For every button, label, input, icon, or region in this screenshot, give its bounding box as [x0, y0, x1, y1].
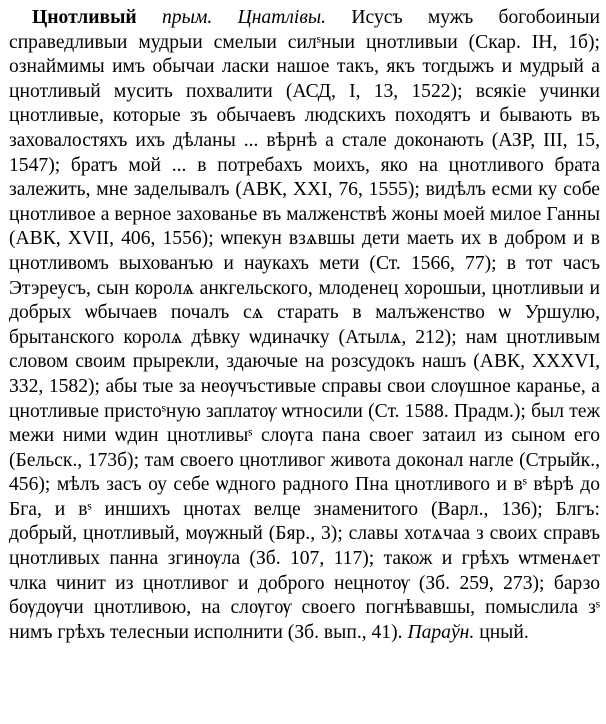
grammar-label: прым. — [161, 7, 213, 28]
dictionary-entry — [9, 6, 600, 645]
cross-reference-word: цный. — [479, 621, 529, 643]
entry-citations: Исусъ мужъ богобоиныи справедливыи мудрыи смелыи силˢныи цнотливыи (Скар. IН, 1б); ознаймимы имъ обычаи ласки нашое такъ, якъ тогдыжъ и мудрый а цнотливый мусить похвалити (АСД, I, 13, 1522); всякiе учинки цнотливые, которые зъ обычаевъ людскихъ походятъ и бывають въ заховалостяхъ ихъ дѣланы ... вѣрнѣ а стале доконають (АЗР, III, 15, 1547); братъ мой ... в потребахъ моихъ, яко на цнотливого брата залежить, мне заделывалъ (АВК, XXI, 76, 1555); видѣлъ есми ку собе цнотливое а верное захованье въ малженствѣ жоны моей милое Ганны (АВК, XVII, 406, 1556); ѡпекун взѧвшы дети маеть их в добром и в цнотливомъ выхованъю и наукахъ мети (Ст. 1566, 77); в тот часъ Этэреусъ, сын королѧ анкгельского, млоденец хорошыи, цнотливыи и добрых ѡбычаев почалъ сѧ старать в малъженство ѡ Уршулю, брытанского королѧ дѣвку ѡдиначку (Атылѧ, 212); нам цнотливым словом своим прырекли, здаючые на розсудокъ нашъ (АВК, XXXVI, 332, 1582); абы тые за неѹчъстивые справы свои слѹшное каранье, а цнотливые пристоˢную заплатѹ ѡтносили (Ст. 1588. Прадм.); был теж межи ними ѡдин цнотливыˢ слѹга пана своег затаил из сыном его (Бельск., 173б); там своего цнотливог живота доконал нагле (Стрыйк., 456); мѣлъ засъ оу себе ѡдного радного Пна цнотливого и вˢ вѣрѣ до Бга, и вˢ иншихъ цнотах велце знаменитого (Варл., 136); Блгъ: добрый, цнотливый, мѹжный (Бяр., 3); славы хотѧчаа з своих справъ цнотливых панна згинѹла (Зб. 107, 117); також и грѣхъ ѡтменѧет члка чинит из цнотливог и доброго нецнотѹ (Зб. 259, 273); барзо бѹдѹчи цнотливою, на слѹгѹ своего погнѣвавшы, помыслила зˢ нимъ грѣхъ телесныи исполнити (Зб. вып., 41). — [9, 7, 601, 643]
belarusian-equivalent: Цнатлівы. — [237, 7, 327, 28]
entry-headword: Цнотливый — [32, 7, 137, 28]
cross-reference-label: Параўн. — [407, 621, 475, 643]
